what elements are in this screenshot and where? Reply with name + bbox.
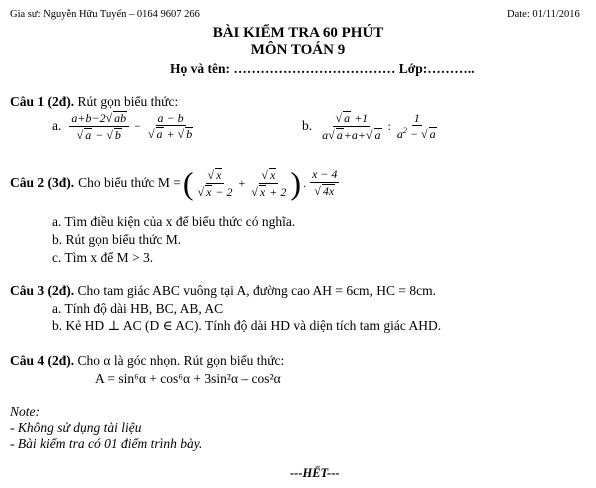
q1a-fraction-1: $\frac{a+b-2√ ab}{√ a - √ b}$ — [69, 111, 129, 141]
q2-item-a: a. Tìm điều kiện của x để biểu thức có nghĩa. — [52, 214, 296, 229]
q1a-expression: a. $\frac{a+b-2√ ab}{√ a - √ b}$ − $\frac{a - b}{√ a + √ b}$ — [52, 111, 197, 141]
question-3 — [10, 283, 436, 299]
question-1 — [10, 94, 178, 110]
q2-fraction-3: $\frac{x - 4}{√ 4x}$ — [311, 167, 338, 198]
question-2-label: Câu 2 (3đ). — [10, 175, 75, 190]
note-item-1: - Không sử dụng tài liệu — [10, 420, 142, 435]
question-1-label: Câu 1 (2đ). — [10, 94, 75, 109]
subject-title: MÔN TOÁN 9 — [250, 42, 346, 58]
name-class-line: Họ và tên: ……………………………… Lớp:……….. — [170, 61, 475, 76]
question-4 — [10, 353, 284, 369]
q1a-label: a. — [52, 118, 62, 134]
exam-title: BÀI KIỂM TRA 60 PHÚT — [212, 25, 384, 41]
q1b-fraction-1: $\frac{√ a +1}{a√ a+a+√ a}$ — [322, 111, 381, 142]
question-3-text: Cho tam giác ABC vuông tại A, đường cao AH = 6cm, HC = 8cm. — [77, 283, 437, 298]
note-item-2: - Bài kiểm tra có 01 điểm trình bày. — [10, 436, 203, 451]
note-title: Note: — [10, 404, 40, 419]
q1b-expression: b. $\frac{√ a +1}{a√ a+a+√ a}$ : $\frac{1}{a^2 - √ a}$ — [302, 111, 441, 141]
q1b-label: b. — [302, 118, 313, 134]
question-4-text: Cho α là góc nhọn. Rút gọn biểu thức: — [77, 353, 285, 368]
q2-fraction-2: $\frac{√ x}{√ x + 2}$ — [251, 167, 287, 199]
author-info: Gia sư: Nguyễn Hữu Tuyến – 0164 9607 266 — [10, 9, 200, 20]
q3-item-b: b. Kẻ HD ⊥ AC (D ∈ AC). Tính độ dài HD và diện tích tam giác AHD. — [52, 318, 442, 333]
question-3-label: Câu 3 (2đ). — [10, 283, 75, 298]
q4-expression: A = sin⁶α + cos⁶α + 3sin²α – cos²α — [95, 371, 281, 386]
q1b-fraction-2: $\frac{1}{a^2 - √ a}$ — [396, 110, 436, 142]
q2-fraction-1: $\frac{√ x}{√ x - 2}$ — [197, 167, 233, 199]
question-2: Câu 2 (3đ). Cho biểu thức M = ( $\frac{√ x}{√ x - 2}$ + $\frac{√ x}{√ x + 2}$ ) . $\frac{x - 4}{√ 4x}$ — [10, 165, 338, 201]
question-2-text: Cho biểu thức M = — [78, 175, 181, 190]
q2-item-b: b. Rút gọn biểu thức M. — [52, 232, 182, 247]
q1a-fraction-2: $\frac{a - b}{√ a + √ b}$ — [147, 110, 193, 142]
question-4-label: Câu 4 (2đ). — [10, 353, 75, 368]
question-1-text: Rút gọn biểu thức: — [77, 94, 179, 109]
q2-item-c: c. Tìm x để M > 3. — [52, 250, 154, 265]
end-marker: ---HẾT--- — [290, 466, 340, 480]
date-text: Date: 01/11/2016 — [507, 9, 580, 20]
q3-item-a: a. Tính độ dài HB, BC, AB, AC — [52, 301, 224, 316]
